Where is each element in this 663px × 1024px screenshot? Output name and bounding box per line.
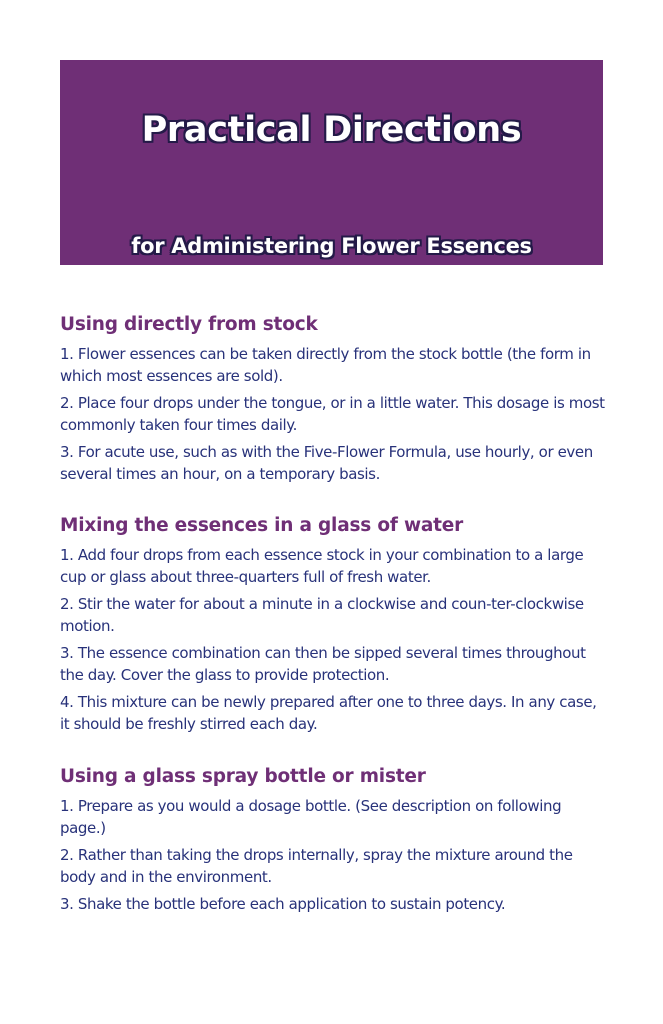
direction-item: 3. Shake the bottle before each application to sustain potency.	[60, 895, 506, 913]
direction-item: 2. Stir the water for about a minute in a clockwise and coun-ter-clockwise motion.	[60, 595, 584, 635]
title-banner	[60, 60, 603, 265]
direction-item: 3. For acute use, such as with the Five-Flower Formula, use hourly, or even several times an hour, on a temporary basis.	[60, 443, 593, 483]
page-subtitle: for Administering Flower Essences	[131, 234, 532, 258]
section-using-directly-from-stock	[60, 313, 605, 490]
direction-item: 4. This mixture can be newly prepared after one to three days. In any case, it should be freshly stirred each day.	[60, 693, 597, 733]
page-title: Practical Directions	[141, 110, 522, 150]
direction-item: 2. Rather than taking the drops internally, spray the mixture around the body and in the environment.	[60, 846, 573, 886]
section-mixing-in-glass-of-water	[60, 514, 605, 740]
direction-item: 1. Flower essences can be taken directly from the stock bottle (the form in which most essences are sold).	[60, 345, 591, 385]
direction-item: 1. Add four drops from each essence stock in your combination to a large cup or glass about three-quarters full of fresh water.	[60, 546, 584, 586]
section-heading: Using a glass spray bottle or mister	[60, 766, 426, 787]
section-heading: Using directly from stock	[60, 314, 318, 335]
direction-item: 1. Prepare as you would a dosage bottle. (See description on following page.)	[60, 797, 562, 837]
section-spray-bottle-or-mister	[60, 765, 605, 920]
direction-item: 3. The essence combination can then be sipped several times throughout the day. Cover the glass to provide protection.	[60, 644, 586, 684]
section-heading: Mixing the essences in a glass of water	[60, 515, 464, 536]
direction-item: 2. Place four drops under the tongue, or in a little water. This dosage is most commonly taken four times daily.	[60, 394, 605, 434]
